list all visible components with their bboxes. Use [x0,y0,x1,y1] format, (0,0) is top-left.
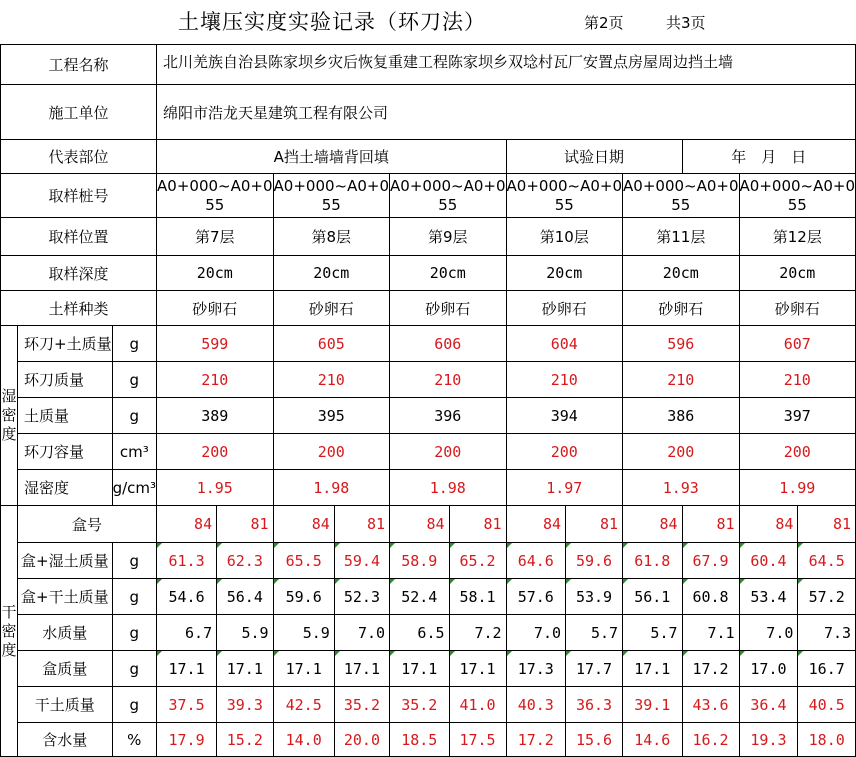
position-cell: 第11层 [623,218,740,256]
dry-value: 7.0 [506,615,565,651]
soil-cell: 砂卵石 [273,291,390,326]
dry-value: 16.7 [798,651,856,687]
dry-value: 58.9 [390,543,449,579]
pile-cell: A0+000~A0+0 55 [506,174,623,218]
wet-row-label: 环刀容量 [18,434,113,470]
test-record-table [0,44,856,757]
dry-value: 35.2 [334,687,389,723]
depth-cell: 20cm [157,256,274,291]
wet-value: 596 [623,326,740,362]
wet-value: 396 [390,398,507,434]
dry-value: 7.3 [798,615,856,651]
position-cell: 第8层 [273,218,390,256]
dry-row-label: 水质量 [18,615,113,651]
wet-value: 1.99 [739,470,856,506]
dry-value: 5.9 [217,615,273,651]
wet-value: 210 [739,362,856,398]
wet-row [1,398,856,434]
wet-value: 397 [739,398,856,434]
wet-value: 394 [506,398,623,434]
sheet-header [0,0,749,44]
position-cell: 第7层 [157,218,274,256]
soil-cell: 砂卵石 [623,291,740,326]
dry-value: 20.0 [334,723,389,757]
dry-value: 7.0 [739,615,798,651]
wet-value: 210 [623,362,740,398]
dry-row-unit: g [112,579,156,615]
dry-value: 6.5 [390,615,449,651]
soil-cell: 砂卵石 [390,291,507,326]
dry-value: 41.0 [449,687,506,723]
dry-row-unit: g [112,651,156,687]
dry-value: 15.2 [217,723,273,757]
position-cell: 第10层 [506,218,623,256]
wet-value: 386 [623,398,740,434]
wet-value: 395 [273,398,390,434]
wet-value: 210 [273,362,390,398]
dry-value: 17.2 [506,723,565,757]
wet-row-unit: g [112,398,156,434]
dry-value: 36.4 [739,687,798,723]
page-total: 共3页 [666,14,706,32]
wet-row-label: 湿密度 [18,470,113,506]
dry-value: 54.6 [157,579,217,615]
soil-cell: 砂卵石 [739,291,856,326]
dry-value: 64.6 [506,543,565,579]
project-row [1,45,856,85]
dry-value: 62.3 [217,543,273,579]
dry-value: 18.0 [798,723,856,757]
part-row [1,140,856,174]
box-number: 81 [798,506,856,543]
wet-value: 1.98 [273,470,390,506]
dry-row [1,615,856,651]
project-label: 工程名称 [1,45,157,85]
dry-value: 61.8 [623,543,682,579]
box-number: 84 [390,506,449,543]
dry-value: 17.2 [682,651,739,687]
dry-value: 5.7 [566,615,623,651]
dry-value: 67.9 [682,543,739,579]
dry-value: 65.5 [273,543,334,579]
dry-value: 15.6 [566,723,623,757]
dry-value: 17.1 [273,651,334,687]
dry-value: 5.7 [623,615,682,651]
soil-row [1,291,856,326]
dry-value: 17.5 [449,723,506,757]
pile-cell: A0+000~A0+0 55 [390,174,507,218]
dry-value: 39.3 [217,687,273,723]
depth-cell: 20cm [623,256,740,291]
part-label: 代表部位 [1,140,157,174]
dry-row-unit: g [112,543,156,579]
wet-row-unit: g/cm³ [112,470,156,506]
wet-row [1,362,856,398]
dry-value: 59.4 [334,543,389,579]
dry-value: 17.3 [506,651,565,687]
pile-cell: A0+000~A0+0 55 [273,174,390,218]
wet-row-label: 环刀+土质量 [18,326,113,362]
pile-row [1,174,856,218]
dry-value: 17.1 [623,651,682,687]
depth-cell: 20cm [739,256,856,291]
dry-value: 19.3 [739,723,798,757]
dry-value: 52.4 [390,579,449,615]
dry-value: 60.8 [682,579,739,615]
dry-value: 36.3 [566,687,623,723]
wet-value: 607 [739,326,856,362]
dry-value: 64.5 [798,543,856,579]
wet-value: 210 [506,362,623,398]
dry-row [1,543,856,579]
wet-row-unit: cm³ [112,434,156,470]
dry-value: 65.2 [449,543,506,579]
wet-value: 210 [157,362,274,398]
dry-value: 14.0 [273,723,334,757]
dry-value: 17.0 [739,651,798,687]
dry-row-unit: g [112,615,156,651]
dry-value: 52.3 [334,579,389,615]
dry-value: 7.1 [682,615,739,651]
dry-value: 40.3 [506,687,565,723]
dry-value: 43.6 [682,687,739,723]
position-row [1,218,856,256]
box-number: 84 [506,506,565,543]
wet-value: 200 [623,434,740,470]
depth-label: 取样深度 [1,256,157,291]
box-number: 84 [623,506,682,543]
dry-row [1,579,856,615]
wet-value: 210 [390,362,507,398]
dry-value: 53.4 [739,579,798,615]
wet-row-label: 环刀质量 [18,362,113,398]
position-cell: 第9层 [390,218,507,256]
dry-row-label: 含水量 [18,723,113,757]
depth-cell: 20cm [273,256,390,291]
dry-value: 40.5 [798,687,856,723]
box-number: 84 [273,506,334,543]
wet-value: 1.95 [157,470,274,506]
wet-row [1,434,856,470]
wet-value: 599 [157,326,274,362]
soil-label: 土样种类 [1,291,157,326]
box-row [1,506,856,543]
project-value: 北川羌族自治县陈家坝乡灾后恢复重建工程陈家坝乡双埝村瓦厂安置点房屋周边挡土墙 [157,45,856,85]
pile-cell: A0+000~A0+0 55 [739,174,856,218]
dry-value: 56.4 [217,579,273,615]
dry-row-unit: g [112,687,156,723]
dry-value: 42.5 [273,687,334,723]
box-number: 81 [334,506,389,543]
box-number: 84 [157,506,217,543]
date-value: 年 月 日 [682,140,856,174]
dry-value: 17.1 [334,651,389,687]
wet-value: 200 [273,434,390,470]
dry-value: 17.1 [390,651,449,687]
soil-cell: 砂卵石 [157,291,274,326]
dry-value: 57.6 [506,579,565,615]
wet-value: 606 [390,326,507,362]
box-number: 81 [682,506,739,543]
box-number: 81 [449,506,506,543]
dry-value: 57.2 [798,579,856,615]
box-number: 81 [566,506,623,543]
dry-row-unit: % [112,723,156,757]
box-number: 81 [217,506,273,543]
wet-value: 200 [739,434,856,470]
dry-row [1,687,856,723]
dry-row-label: 盒+干土质量 [18,579,113,615]
wet-value: 200 [506,434,623,470]
wet-value: 1.97 [506,470,623,506]
wet-density-group-label: 湿密度 [1,326,18,506]
dry-value: 59.6 [273,579,334,615]
box-number: 84 [739,506,798,543]
pile-cell: A0+000~A0+0 55 [623,174,740,218]
dry-value: 61.3 [157,543,217,579]
wet-row [1,470,856,506]
wet-value: 200 [157,434,274,470]
depth-cell: 20cm [506,256,623,291]
dry-value: 39.1 [623,687,682,723]
dry-value: 7.2 [449,615,506,651]
dry-value: 6.7 [157,615,217,651]
wet-row [1,326,856,362]
dry-value: 17.1 [449,651,506,687]
position-cell: 第12层 [739,218,856,256]
dry-value: 35.2 [390,687,449,723]
unit-value: 绵阳市浩龙天星建筑工程有限公司 [157,85,856,140]
soil-cell: 砂卵石 [506,291,623,326]
pile-label: 取样桩号 [1,174,157,218]
dry-value: 17.9 [157,723,217,757]
wet-value: 1.98 [390,470,507,506]
wet-row-unit: g [112,326,156,362]
wet-value: 1.93 [623,470,740,506]
dry-value: 60.4 [739,543,798,579]
dry-row [1,723,856,757]
dry-value: 58.1 [449,579,506,615]
wet-value: 604 [506,326,623,362]
dry-row [1,651,856,687]
dry-density-group-label: 干密度 [1,506,18,757]
position-label: 取样位置 [1,218,157,256]
wet-row-label: 土质量 [18,398,113,434]
dry-value: 5.9 [273,615,334,651]
dry-value: 18.5 [390,723,449,757]
wet-value: 389 [157,398,274,434]
unit-row [1,85,856,140]
pile-cell: A0+000~A0+0 55 [157,174,274,218]
dry-value: 59.6 [566,543,623,579]
unit-label: 施工单位 [1,85,157,140]
dry-value: 56.1 [623,579,682,615]
wet-value: 605 [273,326,390,362]
depth-cell: 20cm [390,256,507,291]
wet-value: 200 [390,434,507,470]
depth-row [1,256,856,291]
dry-value: 17.7 [566,651,623,687]
dry-value: 14.6 [623,723,682,757]
dry-value: 7.0 [334,615,389,651]
box-label: 盒号 [18,506,157,543]
page-number: 第2页 [584,14,624,32]
date-label: 试验日期 [506,140,682,174]
dry-value: 53.9 [566,579,623,615]
dry-row-label: 盒+湿土质量 [18,543,113,579]
dry-row-label: 盒质量 [18,651,113,687]
part-value: A挡土墙墙背回填 [157,140,507,174]
wet-row-unit: g [112,362,156,398]
dry-row-label: 干土质量 [18,687,113,723]
dry-value: 17.1 [217,651,273,687]
dry-value: 37.5 [157,687,217,723]
page-title: 土壤压实度实验记录（环刀法） [178,10,486,34]
dry-value: 17.1 [157,651,217,687]
dry-value: 16.2 [682,723,739,757]
